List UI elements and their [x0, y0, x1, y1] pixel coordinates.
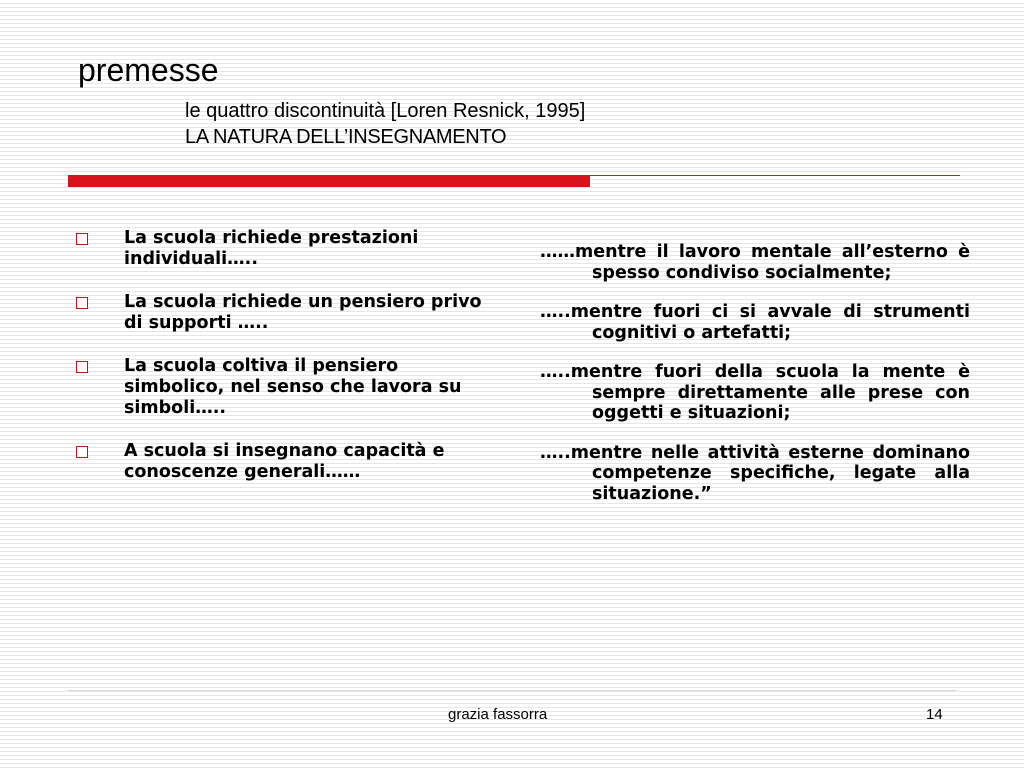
list-item-text: …..mentre fuori della scuola la mente è sempre direttamente alle prese con oggetti e situazioni;: [540, 362, 970, 423]
square-bullet-icon: [76, 361, 88, 373]
left-bullet-list: [72, 228, 502, 505]
list-item: [72, 228, 502, 270]
list-item-text: La scuola coltiva il pensiero simbolico, nel senso che lavora su simboli…..: [124, 356, 462, 418]
subtitle-line-1: le quattro discontinuità [Loren Resnick, 1995]: [185, 100, 586, 122]
list-item-text: La scuola richiede un pensiero privo di supporti …..: [124, 292, 482, 333]
list-item: [72, 441, 502, 483]
list-item-text: A scuola si insegnano capacità e conoscenze generali……: [124, 441, 445, 482]
list-item-text: …..mentre nelle attività esterne dominano competenze specifiche, legate alla situazione.”: [540, 442, 970, 504]
list-item-text: …..mentre fuori ci si avvale di strumenti cognitivi o artefatti;: [540, 302, 970, 343]
list-item: [540, 362, 970, 424]
square-bullet-icon: [76, 446, 88, 458]
title-red-rule: [590, 175, 960, 176]
title-red-bar: [68, 175, 590, 187]
square-bullet-icon: [76, 297, 88, 309]
list-item: [72, 292, 502, 334]
footer-page-number: 14: [926, 706, 943, 723]
square-bullet-icon: [76, 233, 88, 245]
footer-divider: [68, 690, 956, 691]
list-item: [540, 443, 970, 505]
list-item: [540, 242, 970, 283]
list-item-text: La scuola richiede prestazioni individuali…..: [124, 228, 419, 269]
right-text-column: [540, 242, 970, 523]
slide-title: premesse: [78, 52, 219, 88]
list-item-text: ……mentre il lavoro mentale all’esterno è spesso condiviso socialmente;: [540, 242, 970, 283]
slide-subtitle: [185, 98, 585, 150]
footer-author: grazia fassorra: [448, 706, 548, 723]
list-item: [72, 356, 502, 419]
list-item: [540, 302, 970, 343]
subtitle-line-2: LA NATURA DELL’INSEGNAMENTO: [185, 126, 507, 148]
